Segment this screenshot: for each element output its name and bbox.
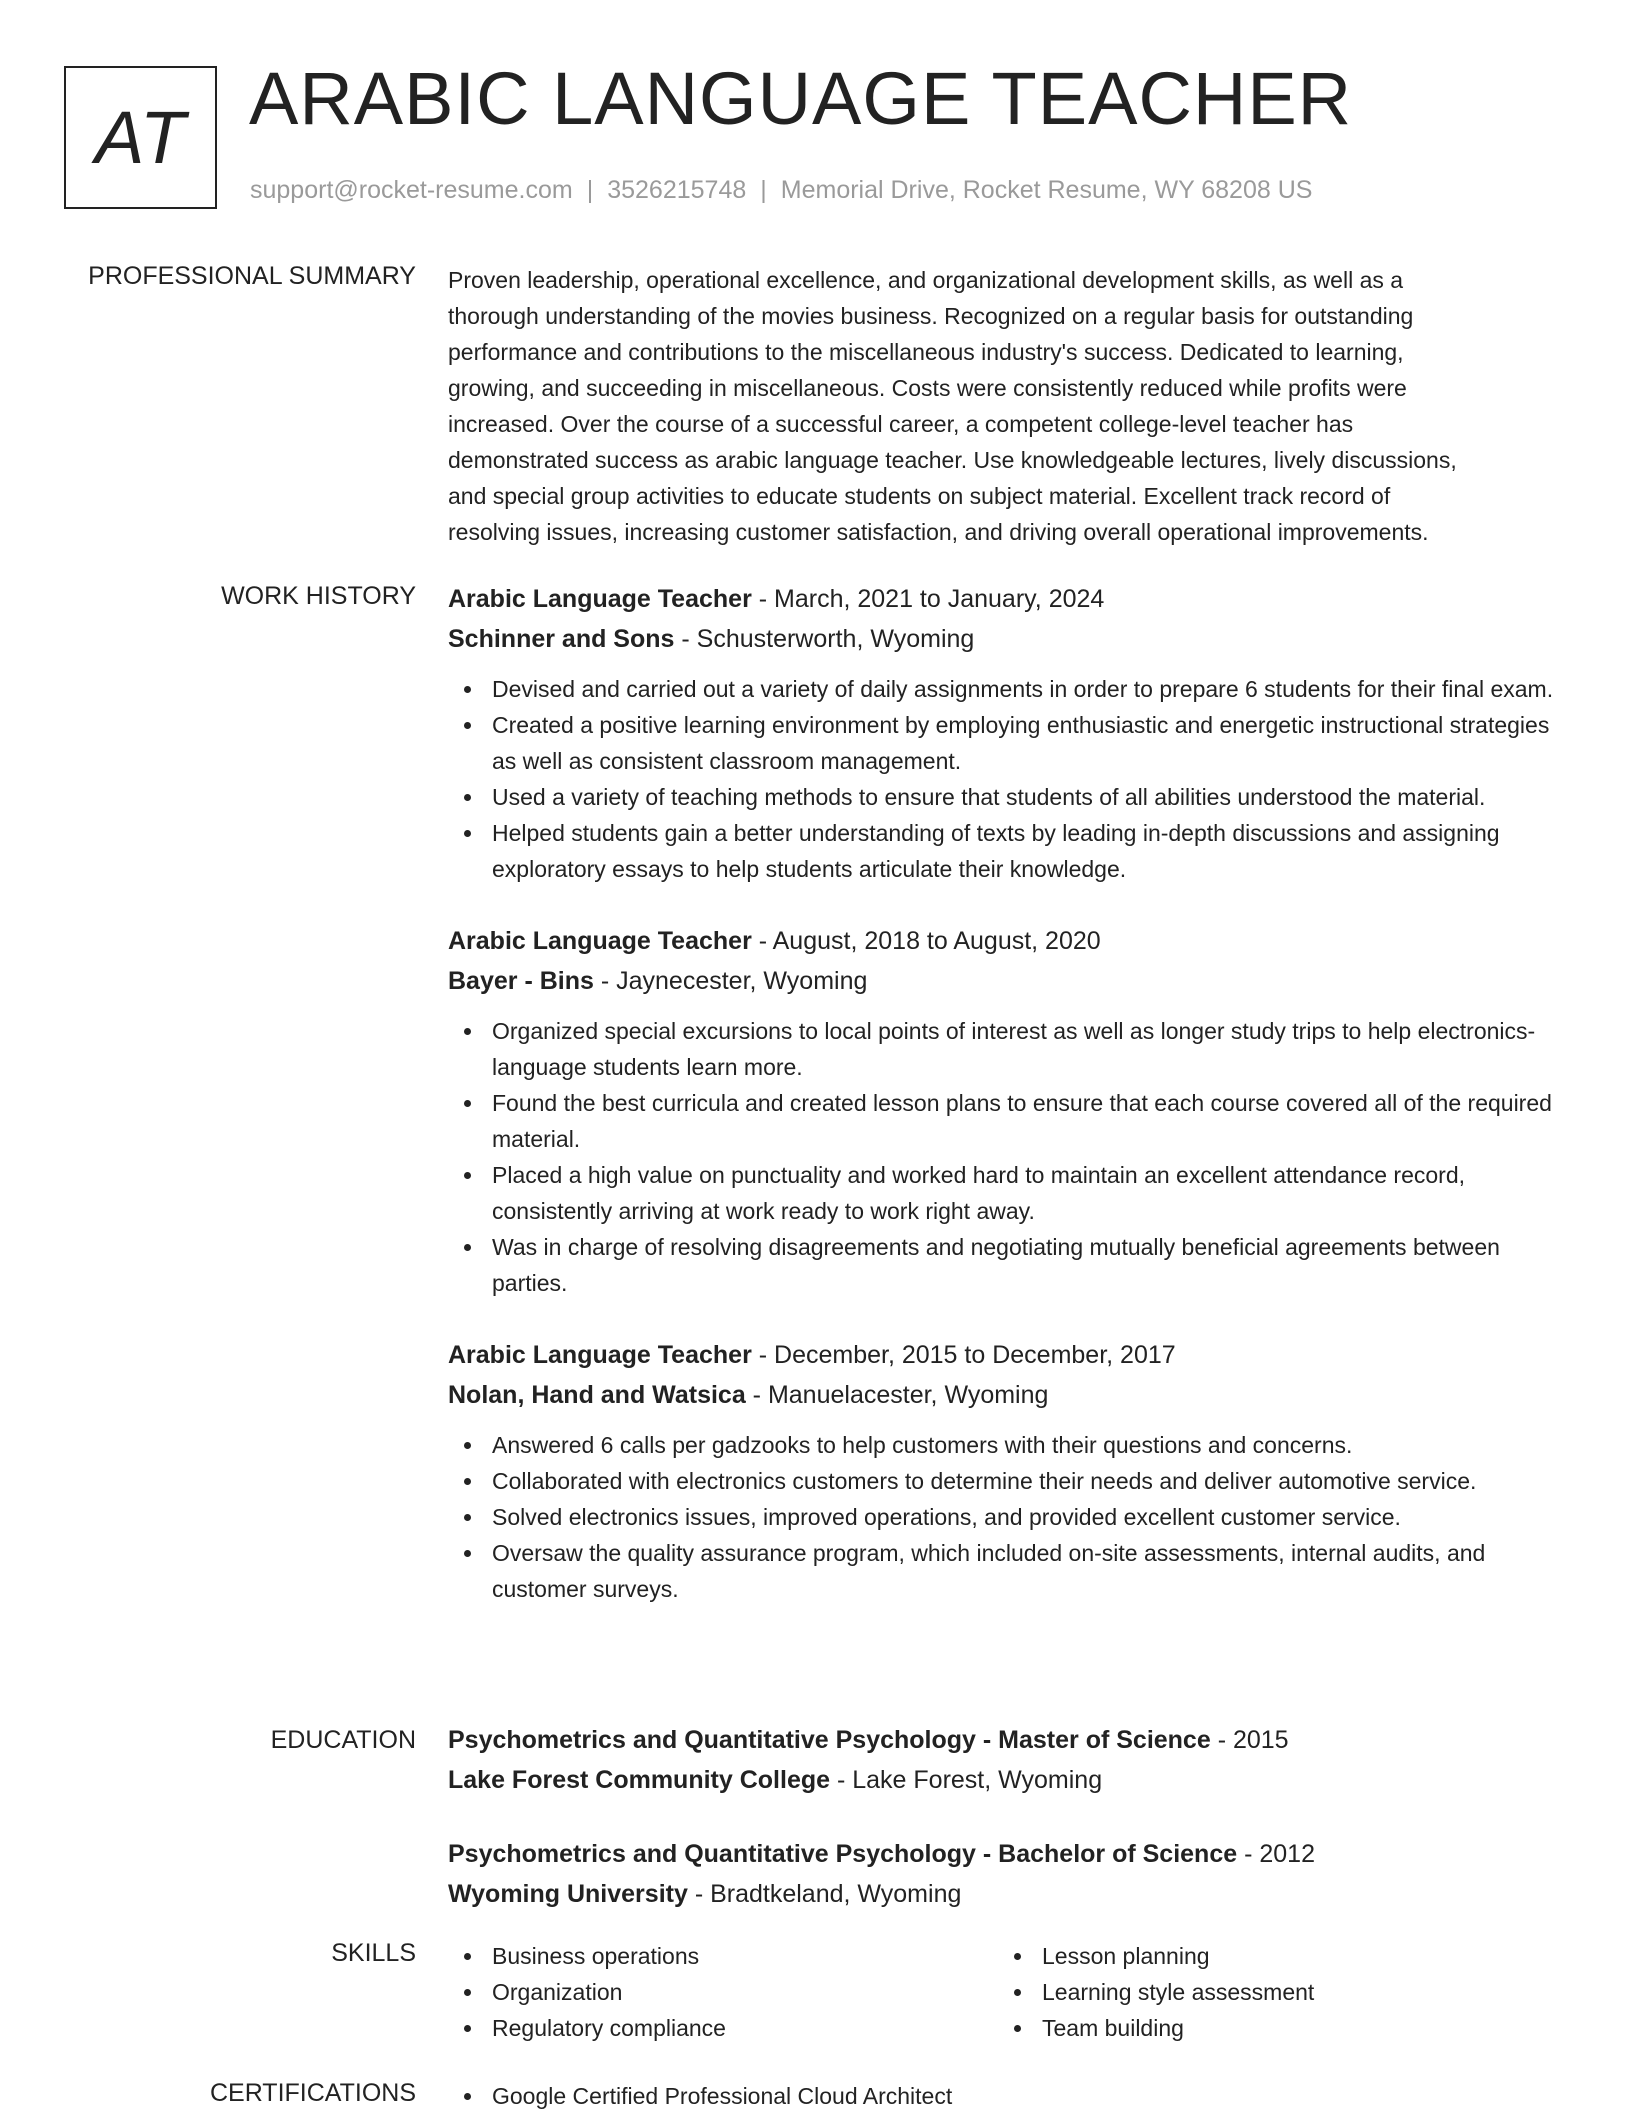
- education-degree: Psychometrics and Quantitative Psychology - Master of Science: [448, 1726, 1211, 1754]
- job-company: Nolan, Hand and Watsica: [448, 1381, 746, 1409]
- education-year: - 2015: [1210, 1726, 1289, 1754]
- skills-grid: [448, 1938, 1578, 2046]
- education-school-line: [448, 1874, 1578, 1914]
- job-title-line: [448, 1335, 1578, 1375]
- section-label-summary: PROFESSIONAL SUMMARY: [88, 262, 416, 290]
- skills-column: [998, 1938, 1548, 2046]
- summary-line: resolving issues, increasing customer satisfaction, and driving overall operational improvements.: [448, 519, 1429, 545]
- summary-line: increased. Over the course of a successful career, a competent college-level teacher has: [448, 411, 1354, 437]
- education-school: Lake Forest Community College: [448, 1766, 831, 1794]
- job-company: Schinner and Sons: [448, 625, 675, 653]
- work-history-body: [448, 579, 1578, 1641]
- job-entry: [448, 1335, 1578, 1607]
- list-item: Used a variety of teaching methods to ensure that students of all abilities understood the material.: [448, 779, 1578, 815]
- job-company-line: [448, 619, 1578, 659]
- contact-line: [250, 176, 1312, 205]
- resume-title: ARABIC LANGUAGE TEACHER: [249, 57, 1353, 140]
- summary-line: growing, and succeeding in miscellaneous. Costs were consistently reduced while profits were: [448, 375, 1407, 401]
- job-entry: [448, 921, 1578, 1301]
- section-label-education: EDUCATION: [270, 1726, 416, 1754]
- education-location: - Bradtkeland, Wyoming: [687, 1880, 962, 1908]
- job-title-line: [448, 921, 1578, 961]
- list-item: Was in charge of resolving disagreements and negotiating mutually beneficial agreements between parties.: [448, 1229, 1578, 1301]
- job-title: Arabic Language Teacher: [448, 585, 752, 613]
- list-item: Regulatory compliance: [448, 2010, 998, 2046]
- education-entry: [448, 1834, 1578, 1914]
- certifications-body: [448, 2078, 1578, 2112]
- list-item: Found the best curricula and created lesson plans to ensure that each course covered all of the required material.: [448, 1085, 1578, 1157]
- summary-line: thorough understanding of the movies business. Recognized on a regular basis for outstanding: [448, 303, 1414, 329]
- summary-line: and special group activities to educate students on subject material. Excellent track record of: [448, 483, 1391, 509]
- job-location: - Schusterworth, Wyoming: [674, 625, 975, 653]
- job-bullets: [448, 671, 1578, 887]
- job-entry: [448, 579, 1578, 887]
- list-item: Answered 6 calls per gadzooks to help customers with their questions and concerns.: [448, 1427, 1578, 1463]
- skills-list: [448, 1938, 998, 2046]
- skills-list: [998, 1938, 1548, 2046]
- summary-body: [448, 262, 1578, 550]
- list-item: Solved electronics issues, improved operations, and provided excellent customer service.: [448, 1499, 1578, 1535]
- education-body: [448, 1720, 1578, 1948]
- summary-text: [448, 262, 1578, 550]
- job-dates: - August, 2018 to August, 2020: [751, 927, 1101, 955]
- section-label-certifications: CERTIFICATIONS: [209, 2079, 416, 2107]
- job-title-line: [448, 579, 1578, 619]
- summary-line: Proven leadership, operational excellence, and organizational development skills, as well as a: [448, 267, 1404, 293]
- list-item: Helped students gain a better understanding of texts by leading in-depth discussions and assigning exploratory essays to help students articulate their knowledge.: [448, 815, 1578, 887]
- list-item: Devised and carried out a variety of daily assignments in order to prepare 6 students for their final exam.: [448, 671, 1578, 707]
- summary-line: performance and contributions to the miscellaneous industry's success. Dedicated to learning,: [448, 339, 1404, 365]
- section-label-skills: SKILLS: [331, 1939, 416, 1967]
- contact-address: Memorial Drive, Rocket Resume, WY 68208 US: [780, 176, 1313, 204]
- monogram-initials: AT: [64, 66, 217, 209]
- list-item: Business operations: [448, 1938, 998, 1974]
- job-bullets: [448, 1427, 1578, 1607]
- list-item: Collaborated with electronics customers to determine their needs and deliver automotive service.: [448, 1463, 1578, 1499]
- summary-line: demonstrated success as arabic language teacher. Use knowledgeable lectures, lively discussions,: [448, 447, 1457, 473]
- list-item: Lesson planning: [998, 1938, 1548, 1974]
- list-item: Placed a high value on punctuality and worked hard to maintain an excellent attendance record, consistently arriving at work ready to work right away.: [448, 1157, 1578, 1229]
- education-location: - Lake Forest, Wyoming: [830, 1766, 1103, 1794]
- job-title: Arabic Language Teacher: [448, 927, 752, 955]
- education-degree: Psychometrics and Quantitative Psychology - Bachelor of Science: [448, 1840, 1238, 1868]
- contact-separator: |: [760, 176, 767, 204]
- list-item: Organized special excursions to local points of interest as well as longer study trips to help electronics-language students learn more.: [448, 1013, 1578, 1085]
- job-location: - Jaynecester, Wyoming: [593, 967, 868, 995]
- list-item: Oversaw the quality assurance program, which included on-site assessments, internal audits, and customer surveys.: [448, 1535, 1578, 1607]
- education-degree-line: [448, 1720, 1578, 1760]
- job-company-line: [448, 1375, 1578, 1415]
- section-label-work-history: WORK HISTORY: [221, 582, 416, 610]
- education-school: Wyoming University: [448, 1880, 688, 1908]
- job-title: Arabic Language Teacher: [448, 1341, 752, 1369]
- education-degree-line: [448, 1834, 1578, 1874]
- list-item: Learning style assessment: [998, 1974, 1548, 2010]
- list-item: Google Certified Professional Cloud Architect: [448, 2078, 1578, 2112]
- contact-separator: |: [586, 176, 594, 204]
- certifications-list: [448, 2078, 1578, 2112]
- job-location: - Manuelacester, Wyoming: [745, 1381, 1049, 1409]
- skills-body: [448, 1938, 1578, 2046]
- list-item: Team building: [998, 2010, 1548, 2046]
- education-school-line: [448, 1760, 1578, 1800]
- education-entry: [448, 1720, 1578, 1800]
- list-item: Organization: [448, 1974, 998, 2010]
- skills-column: [448, 1938, 998, 2046]
- contact-phone[interactable]: 3526215748: [607, 176, 747, 204]
- job-dates: - March, 2021 to January, 2024: [751, 585, 1105, 613]
- list-item: Created a positive learning environment by employing enthusiastic and energetic instructional strategies as well as consistent classroom management.: [448, 707, 1578, 779]
- job-company: Bayer - Bins: [448, 967, 594, 995]
- job-dates: - December, 2015 to December, 2017: [751, 1341, 1176, 1369]
- job-bullets: [448, 1013, 1578, 1301]
- job-company-line: [448, 961, 1578, 1001]
- education-year: - 2012: [1237, 1840, 1315, 1868]
- contact-email[interactable]: support@rocket-resume.com: [250, 176, 573, 204]
